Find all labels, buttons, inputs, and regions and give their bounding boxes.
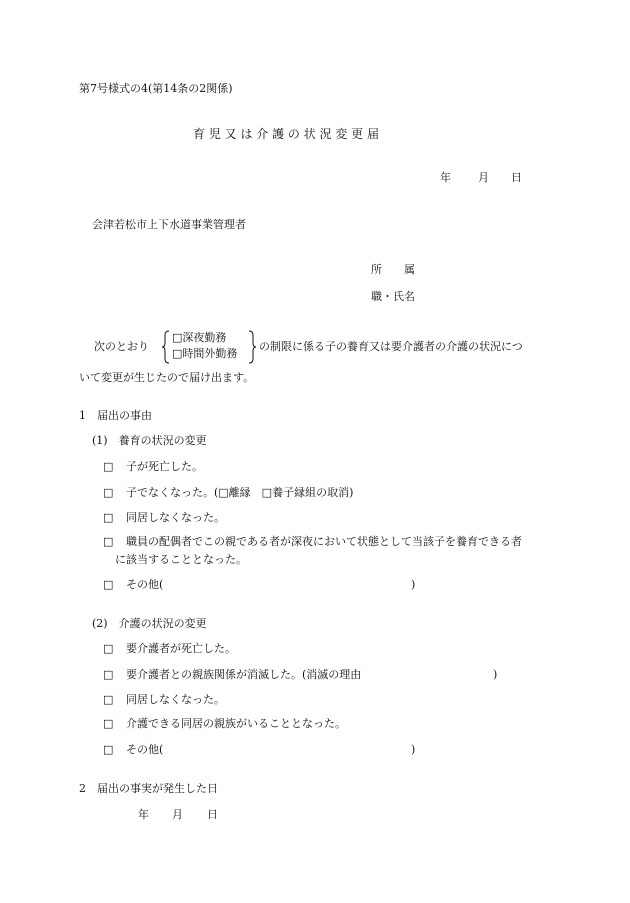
checkbox-item	[103, 718, 346, 729]
checkbox[interactable]: □	[103, 511, 114, 524]
checkbox[interactable]: □	[103, 743, 114, 756]
item-text: 子でなくなった。(□離縁 □養子縁組の取消)	[126, 486, 354, 499]
section1-heading: 1 届出の事由	[79, 409, 152, 422]
item-text: 要介護者が死亡した。	[126, 642, 236, 655]
checkbox[interactable]: □	[103, 578, 114, 591]
item-text: 職員の配偶者でこの親である者が深夜において状態として当該子を養育できる者	[126, 535, 522, 548]
item-text: 介護できる同居の親族がいることとなった。	[126, 717, 346, 730]
item-text: 要介護者との親族関係が消滅した。(消滅の理由	[126, 668, 362, 681]
item-text: 子が死亡した。	[126, 460, 203, 473]
checkbox[interactable]: □	[103, 693, 114, 706]
section1-sub1-heading: (1) 養育の状況の変更	[92, 434, 207, 447]
checkbox[interactable]: □	[103, 717, 114, 730]
item-text: その他(	[126, 578, 164, 591]
addressee: 会津若松市上下水道事業管理者	[92, 218, 246, 231]
checkbox-item	[103, 744, 163, 755]
reason-close-paren: )	[493, 668, 498, 681]
applicant-name-label: 職・氏名	[371, 290, 415, 303]
date-month-label: 月	[478, 171, 489, 184]
option-late-night-work: □深夜勤務	[172, 331, 227, 344]
right-brace	[247, 330, 257, 364]
intro-continuation: いて変更が生じたので届け出ます。	[79, 371, 255, 384]
intro-tail: の制限に係る子の養育又は要介護者の介護の状況につ	[259, 340, 523, 353]
applicant-dept-label: 所 属	[371, 263, 415, 276]
section2-heading: 2 届出の事実が発生した日	[79, 782, 218, 795]
checkbox-item	[103, 643, 236, 654]
form-number: 第7号様式の4(第14条の2関係)	[79, 82, 233, 95]
item-text: その他(	[126, 743, 164, 756]
occurrence-month-label: 月	[172, 808, 183, 821]
checkbox-item	[103, 512, 225, 523]
checkbox[interactable]: □	[103, 535, 114, 548]
checkbox-item	[103, 487, 353, 498]
occurrence-day-label: 日	[207, 808, 218, 821]
checkbox-item	[103, 669, 361, 680]
other-close-paren: )	[411, 743, 416, 756]
item-text: 同居しなくなった。	[126, 511, 225, 524]
checkbox-item	[103, 579, 163, 590]
checkbox-item	[103, 536, 522, 547]
checkbox-item	[103, 461, 203, 472]
other-close-paren: )	[411, 578, 416, 591]
checkbox[interactable]: □	[103, 460, 114, 473]
intro-lead: 次のとおり	[94, 340, 149, 353]
option-overtime-work: □時間外勤務	[172, 347, 238, 360]
section1-sub2-heading: (2) 介護の状況の変更	[92, 617, 207, 630]
checkbox[interactable]: □	[103, 642, 114, 655]
date-year-label: 年	[440, 171, 451, 184]
checkbox-item	[103, 694, 225, 705]
page-title: 育 児 又 は 介 護 の 状 況 変 更 届	[193, 127, 379, 141]
checkbox[interactable]: □	[103, 486, 114, 499]
item-text: 同居しなくなった。	[126, 693, 225, 706]
item-continuation: に該当することとなった。	[115, 553, 247, 566]
checkbox[interactable]: □	[103, 668, 114, 681]
left-brace	[161, 330, 171, 364]
date-day-label: 日	[511, 171, 522, 184]
occurrence-year-label: 年	[138, 808, 149, 821]
